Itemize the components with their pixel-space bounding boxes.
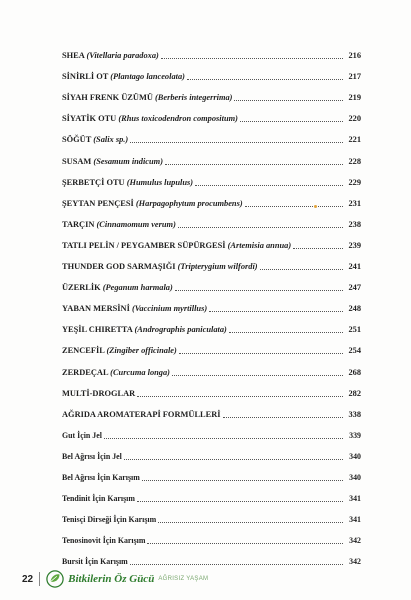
toc-page-number: 217: [348, 72, 361, 82]
dot-leader: [234, 99, 343, 101]
toc-entry-latin-name: (Plantago lanceolata): [110, 72, 185, 82]
book-subtitle: AĞRISIZ YAŞAM: [158, 576, 209, 582]
toc-entry-name: Gut İçin Jel: [62, 430, 102, 440]
toc-entry-title: [62, 368, 170, 378]
dot-leader: [130, 141, 343, 143]
toc-entry-title: [62, 93, 232, 103]
toc-entry-latin-name: (Salix sp.): [93, 135, 129, 145]
dot-leader: [142, 479, 343, 481]
toc-entry-name: SİYATİK OTU: [62, 114, 117, 124]
toc-entry-title: [62, 410, 221, 420]
toc-entry-latin-name: (Curcuma longa): [110, 367, 170, 377]
dot-leader: [223, 416, 343, 418]
toc-page-number: 341: [349, 515, 361, 525]
toc-entry-name: YEŞİL CHIRETTA: [62, 325, 133, 335]
book-title: Bitkilerin Öz Gücü: [68, 573, 155, 585]
toc-page-number: 341: [349, 494, 361, 504]
toc-entry: [62, 525, 361, 546]
toc-page-number: 229: [348, 177, 361, 187]
toc-entry-latin-name: (Vaccinium myrtillus): [131, 304, 208, 314]
toc-entry-name: Tenosinovit İçin Karışım: [62, 536, 146, 546]
toc-page-number: 220: [348, 114, 361, 124]
toc-page-number: 342: [349, 536, 361, 546]
toc-entry-title: [62, 325, 227, 335]
toc-entry-name: SUSAM: [62, 156, 92, 166]
dot-leader: [293, 247, 343, 249]
toc-entry-name: Bel Ağrısı İçin Karışım: [62, 472, 140, 482]
dot-leader: [260, 268, 343, 270]
toc-entry-name: SİYAH FRENK ÜZÜMÜ: [62, 93, 153, 103]
toc-entry-latin-name: (Berberis integerrima): [155, 93, 233, 103]
toc-entry: [62, 441, 361, 462]
toc-entry-title: [62, 241, 291, 251]
toc-page-number: 251: [348, 325, 361, 335]
toc-entry-title: [62, 51, 159, 61]
toc-entry-title: [62, 283, 173, 293]
dot-leader: [161, 57, 343, 59]
toc-page-number: 338: [348, 409, 361, 419]
dot-leader: [209, 310, 343, 312]
page-number: 22: [22, 573, 34, 585]
toc-entry-title: [62, 515, 156, 525]
toc-entry: [62, 61, 361, 82]
toc-entry-name: THUNDER GOD SARMAŞIĞI: [62, 262, 176, 272]
page-footer: [22, 566, 208, 592]
toc-entry-name: TATLI PELİN / PEYGAMBER SÜPÜRGESİ: [62, 240, 226, 250]
toc-page-number: 221: [348, 135, 361, 145]
dot-leader: [187, 78, 343, 80]
dot-leader: [179, 352, 343, 354]
toc-entry: [62, 209, 361, 230]
toc-entry-title: [62, 494, 135, 504]
toc-entry-title: [62, 178, 193, 188]
toc-entry-title: [62, 114, 238, 124]
toc-entry: [62, 504, 361, 525]
dot-leader: [172, 374, 343, 376]
toc-entry: [62, 314, 361, 335]
toc-entry-name: TARÇIN: [62, 219, 95, 229]
toc-entry-name: ZENCEFİL: [62, 346, 105, 356]
dot-leader: [178, 226, 343, 228]
toc-entry-title: [62, 346, 177, 356]
dot-leader: [137, 395, 343, 397]
toc-page-number: 268: [348, 367, 361, 377]
toc-entry: [62, 272, 361, 293]
toc-entry-title: [62, 536, 145, 546]
toc-page-number: 339: [349, 430, 361, 440]
toc-entry-name: YABAN MERSİNİ: [62, 304, 130, 314]
toc-entry: [62, 167, 361, 188]
dot-leader: [245, 205, 343, 207]
toc-entry-name: Tenisçi Dirseği İçin Karışım: [62, 515, 157, 525]
toc-entry-latin-name: (Peganum harmala): [102, 283, 173, 293]
toc-page-number: 248: [348, 304, 361, 314]
toc-entry: [62, 420, 361, 441]
toc-entry: [62, 293, 361, 314]
dot-leader: [240, 120, 343, 122]
toc-entry-name: Tendinit İçin Karışım: [62, 494, 135, 504]
toc-entry-latin-name: (Zingiber officinale): [106, 346, 177, 356]
toc-entry-latin-name: (Andrographis paniculata): [134, 325, 227, 335]
toc-page-number: 340: [349, 472, 361, 482]
dot-leader: [137, 500, 343, 502]
toc-entry: [62, 145, 361, 166]
toc-page-number: 282: [348, 388, 361, 398]
toc-entry: [62, 335, 361, 356]
toc-entry-latin-name: (Sesamum indicum): [93, 156, 163, 166]
toc-entry: [62, 82, 361, 103]
toc-page-number: 340: [349, 451, 361, 461]
toc-entry-latin-name: (Tripterygium wilfordi): [177, 262, 258, 272]
dot-leader: [104, 437, 343, 439]
dot-leader: [195, 184, 343, 186]
toc-page-number: 254: [348, 346, 361, 356]
toc-entry-latin-name: (Vitellaria paradoxa): [86, 51, 159, 61]
footer-divider: [39, 572, 40, 586]
toc-entry-name: Bursit İçin Karışım: [62, 557, 128, 567]
toc-entry-name: Bel Ağrısı İçin Jel: [62, 451, 122, 461]
toc-entry-latin-name: (Cinnamomum verum): [96, 219, 176, 229]
toc-entry-title: [62, 304, 207, 314]
dot-leader: [165, 163, 343, 165]
toc-page-number: 238: [348, 219, 361, 229]
toc-entry-name: MULTİ-DROGLAR: [62, 388, 136, 398]
toc-entry-latin-name: (Rhus toxicodendron compositum): [118, 114, 238, 124]
toc-entry-name: ZERDEÇAL: [62, 367, 109, 377]
toc-entry-name: SÖĞÜT: [62, 135, 92, 145]
toc-entry-title: [62, 389, 135, 399]
toc-entry: [62, 124, 361, 145]
toc-entry-latin-name: (Artemisia annua): [227, 240, 292, 250]
dot-leader: [175, 289, 343, 291]
toc-entry-name: SHEA: [62, 51, 85, 61]
toc-entry: [62, 40, 361, 61]
toc-page-number: 228: [348, 156, 361, 166]
toc-entry-title: [62, 72, 185, 82]
dot-leader: [229, 331, 343, 333]
toc-entry-title: [62, 452, 122, 462]
toc-entry-latin-name: (Humulus lupulus): [126, 177, 194, 187]
toc-entry-title: [62, 199, 243, 209]
toc-page-number: 216: [348, 51, 361, 61]
toc-entry-name: SİNİRLİ OT: [62, 72, 109, 82]
toc-entry-name: ŞERBETÇİ OTU: [62, 177, 125, 187]
dot-leader: [158, 521, 343, 523]
toc-entry: [62, 103, 361, 124]
toc-page-number: 247: [348, 283, 361, 293]
toc-entry-name: AĞRIDA AROMATERAPİ FORMÜLLERİ: [62, 409, 221, 419]
toc-entry-title: [62, 262, 258, 272]
dot-leader: [147, 542, 343, 544]
toc-page-number: 231: [348, 198, 361, 208]
toc-entry: [62, 399, 361, 420]
toc-page-number: 241: [348, 262, 361, 272]
toc-page-number: 219: [348, 93, 361, 103]
toc-entry: [62, 230, 361, 251]
ink-spot: [314, 205, 317, 208]
toc-entry-title: [62, 157, 163, 167]
dot-leader: [124, 458, 343, 460]
toc-entry: [62, 546, 361, 567]
toc-entry-title: [62, 135, 128, 145]
toc-entry: [62, 462, 361, 483]
toc-entry-title: [62, 220, 176, 230]
toc-entry-name: ÜZERLİK: [62, 283, 101, 293]
toc-entry-name: ŞEYTAN PENÇESİ: [62, 198, 134, 208]
toc-entry: [62, 251, 361, 272]
toc-entry-title: [62, 431, 102, 441]
leaf-logo-icon: [46, 570, 64, 588]
toc-entry: [62, 378, 361, 399]
toc-entry-title: [62, 473, 140, 483]
toc-entry-latin-name: (Harpagophytum procumbens): [135, 198, 243, 208]
table-of-contents: [62, 40, 361, 567]
toc-page-number: 342: [349, 557, 361, 567]
toc-page-number: 239: [348, 240, 361, 250]
toc-entry: [62, 483, 361, 504]
toc-entry: [62, 356, 361, 377]
